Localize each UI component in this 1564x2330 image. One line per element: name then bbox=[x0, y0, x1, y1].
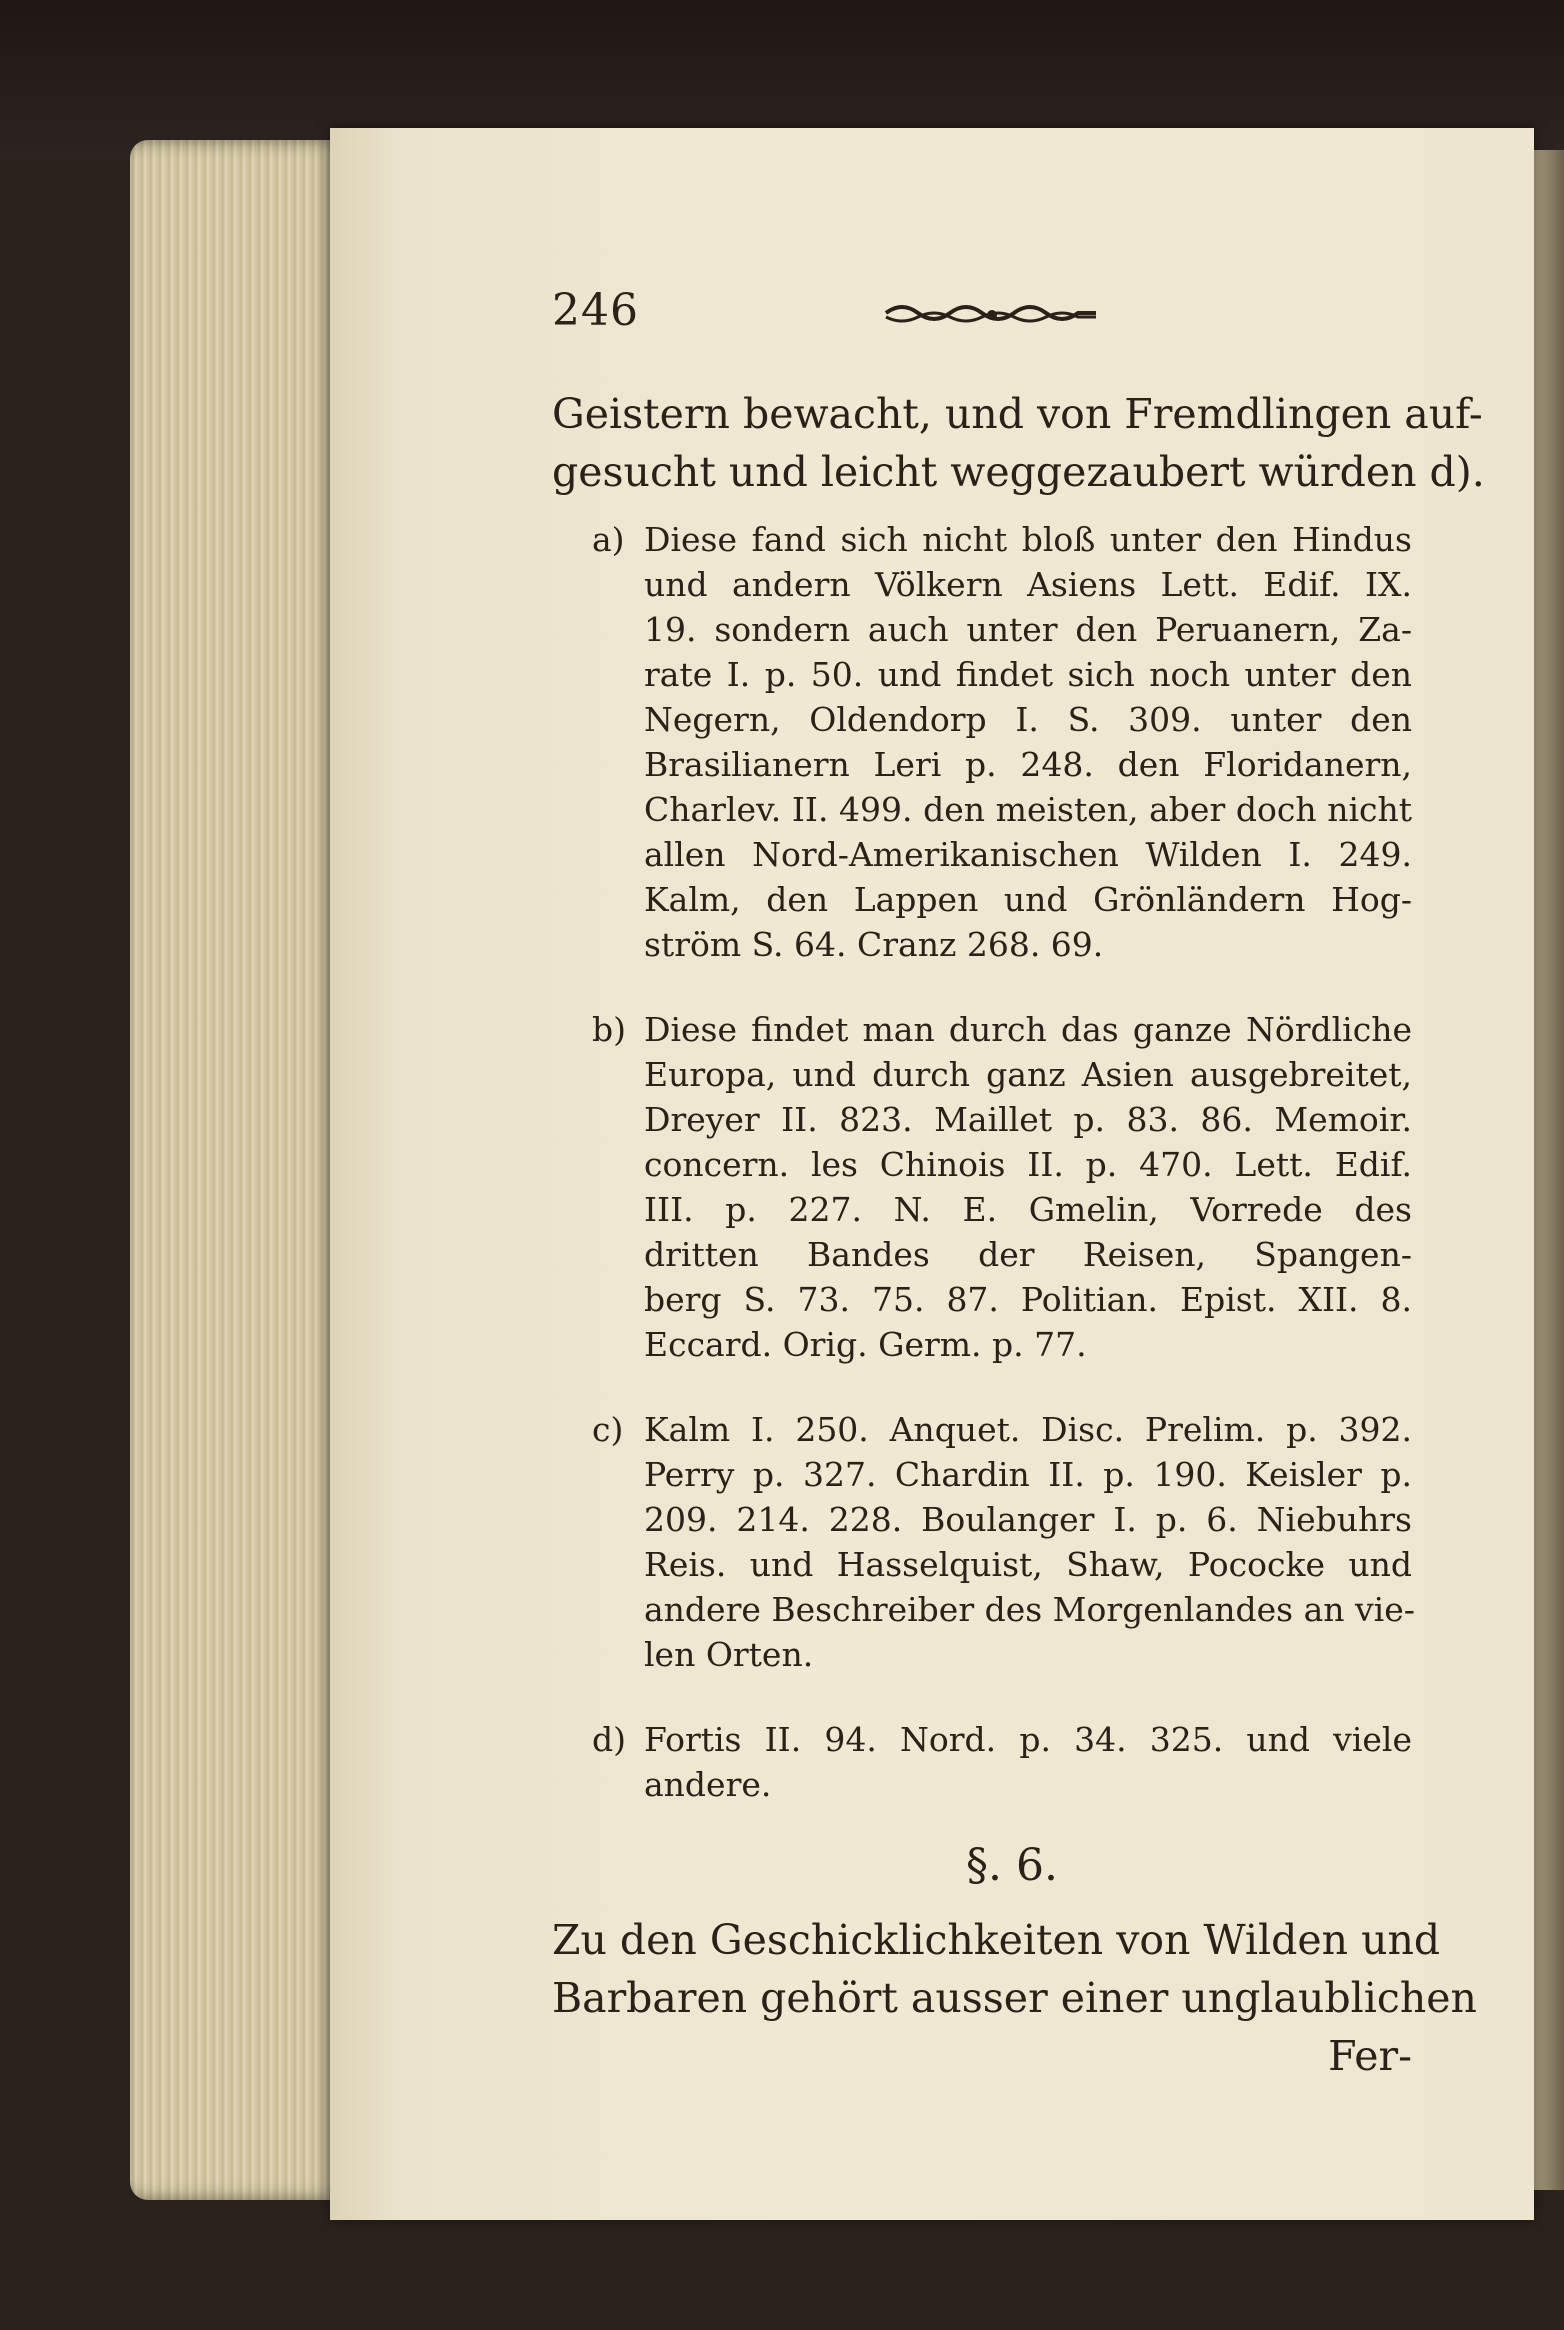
footnote-line: III. p. 227. N. E. Gmelin, Vorrede des bbox=[644, 1190, 1412, 1229]
footnote-line: ström S. 64. Cranz 268. 69. bbox=[644, 925, 1104, 964]
body-line: Geistern bewacht, und von Fremdlingen auf- bbox=[552, 390, 1483, 438]
catchword: Fer- bbox=[1328, 2032, 1412, 2080]
footnote-a bbox=[552, 517, 1412, 967]
footnote-line: b) Diese findet man durch das ganze Nördliche bbox=[552, 1007, 1412, 1052]
section-heading: §. 6. bbox=[966, 1840, 1058, 1891]
body-line: Barbaren gehört ausser einer unglaublichen bbox=[552, 1974, 1477, 2022]
footnote-marker: a) bbox=[592, 520, 625, 559]
footnote-line: Negern, Oldendorp I. S. 309. unter den bbox=[644, 700, 1412, 739]
footnote-line: Perry p. 327. Chardin II. p. 190. Keisler p. bbox=[644, 1455, 1412, 1494]
footnote-line: Europa, und durch ganz Asien ausgebreitet, bbox=[644, 1055, 1412, 1094]
footnote-marker: d) bbox=[592, 1720, 626, 1759]
footnote-line: Brasilianern Leri p. 248. den Floridanern, bbox=[644, 745, 1412, 784]
footnote-line: a) Diese fand sich nicht bloß unter den Hindus bbox=[552, 517, 1412, 562]
footnote-b bbox=[552, 1007, 1412, 1367]
footnote-line: rate I. p. 50. und findet sich noch unter den bbox=[644, 655, 1412, 694]
footnote-c bbox=[552, 1407, 1415, 1677]
footnote-line: d) Fortis II. 94. Nord. p. 34. 325. und viele bbox=[552, 1717, 1412, 1762]
footnote-line: andere. bbox=[644, 1765, 772, 1804]
footnote-d bbox=[552, 1717, 1412, 1807]
footnote-line: Reis. und Hasselquist, Shaw, Pococke und bbox=[644, 1545, 1412, 1584]
footnote-line: 19. sondern auch unter den Peruanern, Za- bbox=[644, 610, 1412, 649]
page-header bbox=[552, 285, 1412, 345]
footnote-line: allen Nord-Amerikanischen Wilden I. 249. bbox=[644, 835, 1412, 874]
footnote-line: Kalm, den Lappen und Grönländern Hog- bbox=[644, 880, 1412, 919]
footnote-marker: c) bbox=[592, 1410, 624, 1449]
footnote-line: und andern Völkern Asiens Lett. Edif. IX. bbox=[644, 565, 1412, 604]
body-line: gesucht und leicht weggezaubert würden d). bbox=[552, 448, 1485, 496]
footnote-line: 209. 214. 228. Boulanger I. p. 6. Niebuhrs bbox=[644, 1500, 1412, 1539]
body-line: Zu den Geschicklichkeiten von Wilden und bbox=[552, 1916, 1441, 1964]
footnote-line: dritten Bandes der Reisen, Spangen- bbox=[644, 1235, 1412, 1274]
footnote-line: Dreyer II. 823. Maillet p. 83. 86. Memoir. bbox=[644, 1100, 1412, 1139]
page-stack-edge bbox=[130, 140, 340, 2200]
page-number: 246 bbox=[552, 285, 639, 336]
footnote-line: len Orten. bbox=[644, 1635, 814, 1674]
footnote-line: c) Kalm I. 250. Anquet. Disc. Prelim. p. 392. bbox=[552, 1407, 1412, 1452]
footnote-line: Charlev. II. 499. den meisten, aber doch nicht bbox=[644, 790, 1412, 829]
footnote-line: Eccard. Orig. Germ. p. 77. bbox=[644, 1325, 1087, 1364]
footnote-marker: b) bbox=[592, 1010, 626, 1049]
footnote-line: berg S. 73. 75. 87. Politian. Epist. XII. 8. bbox=[644, 1280, 1412, 1319]
page-text bbox=[552, 385, 1485, 2085]
footnote-line: andere Beschreiber des Morgenlandes an vie- bbox=[644, 1590, 1415, 1629]
facing-page-edge bbox=[1530, 150, 1564, 2190]
footnote-line: concern. les Chinois II. p. 470. Lett. Edif. bbox=[644, 1145, 1412, 1184]
header-ornament bbox=[882, 299, 1102, 327]
